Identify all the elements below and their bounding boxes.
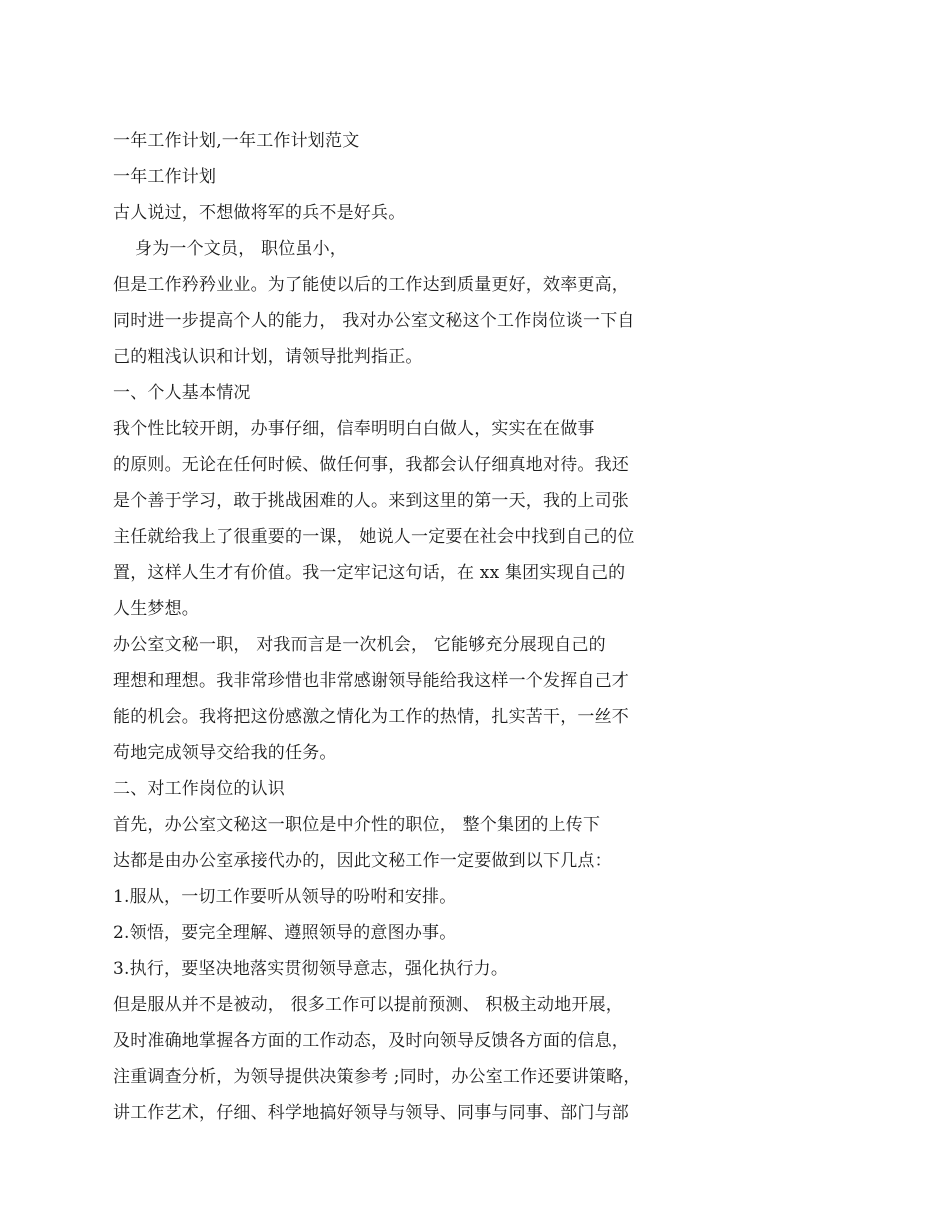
document-subtitle: 一年工作计划 [113, 167, 217, 187]
paragraph-line: 及时准确地掌握各方面的工作动态，及时向领导反馈各方面的信息， [113, 1031, 629, 1051]
paragraph-line: 达都是由办公室承接代办的，因此文秘工作一定要做到以下几点： [113, 851, 612, 871]
paragraph-line: 首先，办公室文秘这一职位是中介性的职位， 整个集团的上传下 [113, 815, 601, 835]
paragraph-line: 我个性比较开朗，办事仔细，信奉明明白白做人，实实在在做事 [113, 419, 595, 439]
section-heading: 一、个人基本情况 [113, 383, 251, 403]
paragraph-line: 办公室文秘一职， 对我而言是一次机会， 它能够充分展现自己的 [113, 635, 606, 655]
paragraph-line: 己的粗浅认识和计划，请领导批判指正。 [113, 347, 423, 367]
paragraph-line: 同时进一步提高个人的能力， 我对办公室文秘这个工作岗位谈一下自 [113, 311, 635, 331]
paragraph-line: 是个善于学习，敢于挑战困难的人。来到这里的第一天，我的上司张 [113, 491, 629, 511]
list-item: 1.服从，一切工作要听从领导的吩咐和安排。 [113, 887, 457, 907]
paragraph-line: 主任就给我上了很重要的一课， 她说人一定要在社会中找到自己的位 [113, 527, 635, 547]
document-body [113, 123, 693, 1131]
paragraph-line: 苟地完成领导交给我的任务。 [113, 743, 337, 763]
paragraph-line: 能的机会。我将把这份感激之情化为工作的热情，扎实苦干，一丝不 [113, 707, 629, 727]
paragraph-line: 理想和理想。我非常珍惜也非常感谢领导能给我这样一个发挥自己才 [113, 671, 629, 691]
list-item: 3.执行，要坚决地落实贯彻领导意志，强化执行力。 [113, 959, 509, 979]
paragraph-line: 置，这样人生才有价值。我一定牢记这句话，在 xx 集团实现自己的 [113, 563, 626, 583]
section-heading: 二、对工作岗位的认识 [113, 779, 285, 799]
paragraph-line: 讲工作艺术，仔细、科学地搞好领导与领导、同事与同事、部门与部 [113, 1103, 629, 1123]
paragraph-line: 古人说过，不想做将军的兵不是好兵。 [113, 203, 406, 223]
paragraph-line: 身为一个文员， 职位虽小， [135, 239, 348, 259]
paragraph-line: 人生梦想。 [113, 599, 199, 619]
paragraph-line: 但是服从并不是被动， 很多工作可以提前预测、 积极主动地开展， [113, 995, 624, 1015]
document-title: 一年工作计划,一年工作计划范文 [113, 131, 360, 151]
paragraph-line: 的原则。无论在任何时候、做任何事，我都会认仔细真地对待。我还 [113, 455, 629, 475]
list-item: 2.领悟，要完全理解、遵照领导的意图办事。 [113, 923, 457, 943]
paragraph-line: 但是工作矜矜业业。为了能使以后的工作达到质量更好，效率更高， [113, 275, 629, 295]
paragraph-line: 注重调查分析，为领导提供决策参考 ;同时，办公室工作还要讲策略， [113, 1067, 641, 1087]
